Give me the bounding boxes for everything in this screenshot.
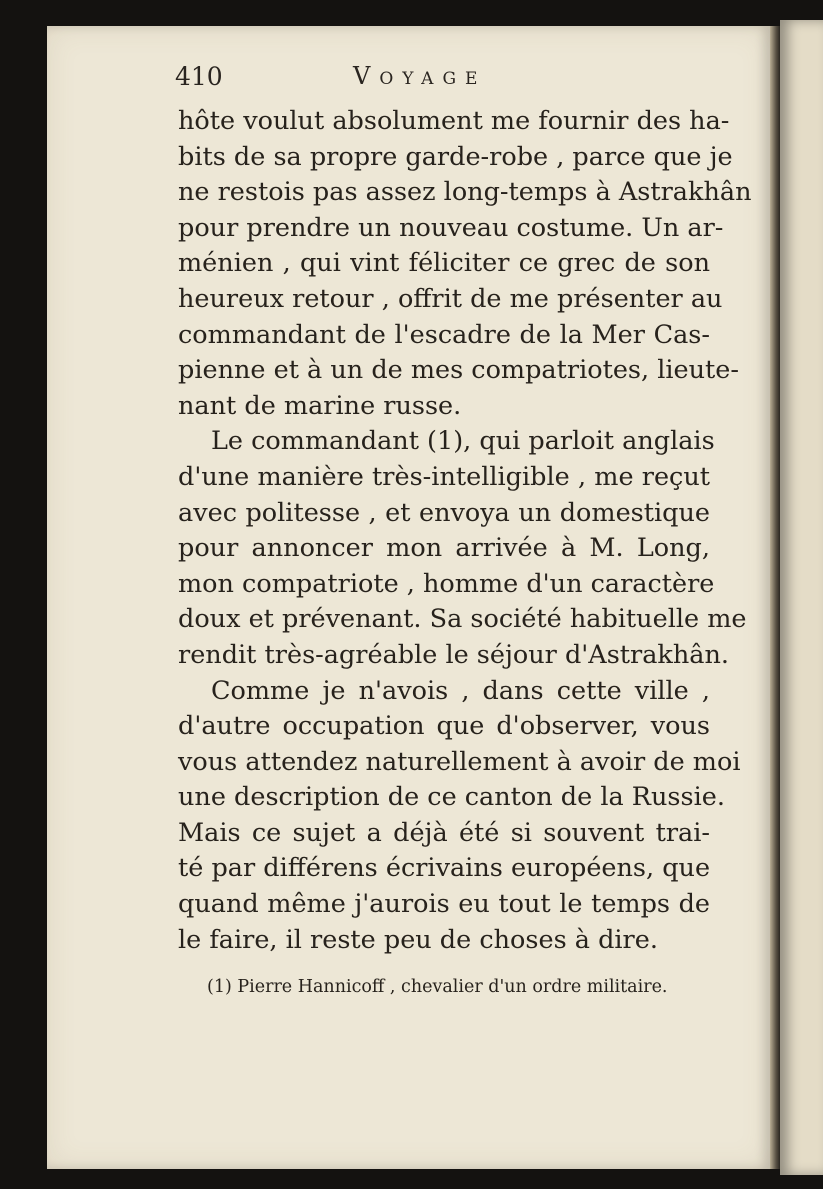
- page-header: [175, 62, 715, 102]
- book-gutter: [770, 26, 780, 1169]
- text-line: hôte voulut absolument me fournir des ha-: [178, 106, 730, 136]
- running-head: Voyage: [353, 62, 487, 90]
- text-line: té par différens écrivains européens, que: [178, 853, 711, 884]
- text-line: d'autre occupation que d'observer, vous: [178, 711, 710, 742]
- text-line: heureux retour , offrit de me présenter au: [178, 283, 723, 314]
- text-line: rendit très-agréable le séjour d'Astrakhân.: [178, 639, 730, 670]
- text-line: pour prendre un nouveau costume. Un ar-: [178, 212, 724, 243]
- facing-page-edge: [780, 20, 823, 1175]
- body-text: [178, 104, 752, 958]
- text-line: ménien , qui vint féliciter ce grec de son: [178, 248, 710, 279]
- text-line: avec politesse , et envoya un domestique: [178, 497, 710, 528]
- text-line: mon compatriote , homme d'un caractère: [178, 568, 715, 599]
- text-line: ne restois pas assez long-temps à Astrakhân: [178, 177, 752, 208]
- text-line: pour annoncer mon arrivée à M. Long,: [178, 533, 710, 564]
- text-line: Comme je n'avois , dans cette ville ,: [211, 675, 710, 706]
- text-line: commandant de l'escadre de la Mer Cas-: [178, 319, 710, 350]
- text-line: Mais ce sujet a déjà été si souvent trai-: [178, 817, 710, 848]
- text-line: le faire, il reste peu de choses à dire.: [178, 924, 658, 955]
- text-line: quand même j'aurois eu tout le temps de: [178, 889, 710, 920]
- page-number: 410: [175, 62, 223, 91]
- text-line: Le commandant (1), qui parloit anglais: [211, 426, 715, 457]
- text-line: doux et prévenant. Sa société habituelle me: [178, 604, 747, 635]
- text-line: une description de ce canton de la Russie.: [178, 782, 725, 813]
- text-line: d'une manière très-intelligible , me reçut: [178, 461, 710, 492]
- text-line: pienne et à un de mes compatriotes, lieute-: [178, 355, 739, 386]
- text-line: bits de sa propre garde-robe , parce que je: [178, 141, 733, 172]
- text-line: vous attendez naturellement à avoir de moi: [178, 746, 741, 777]
- text-line: nant de marine russe.: [178, 390, 462, 421]
- footnote: (1) Pierre Hannicoff , chevalier d'un ordre militaire.: [207, 977, 668, 997]
